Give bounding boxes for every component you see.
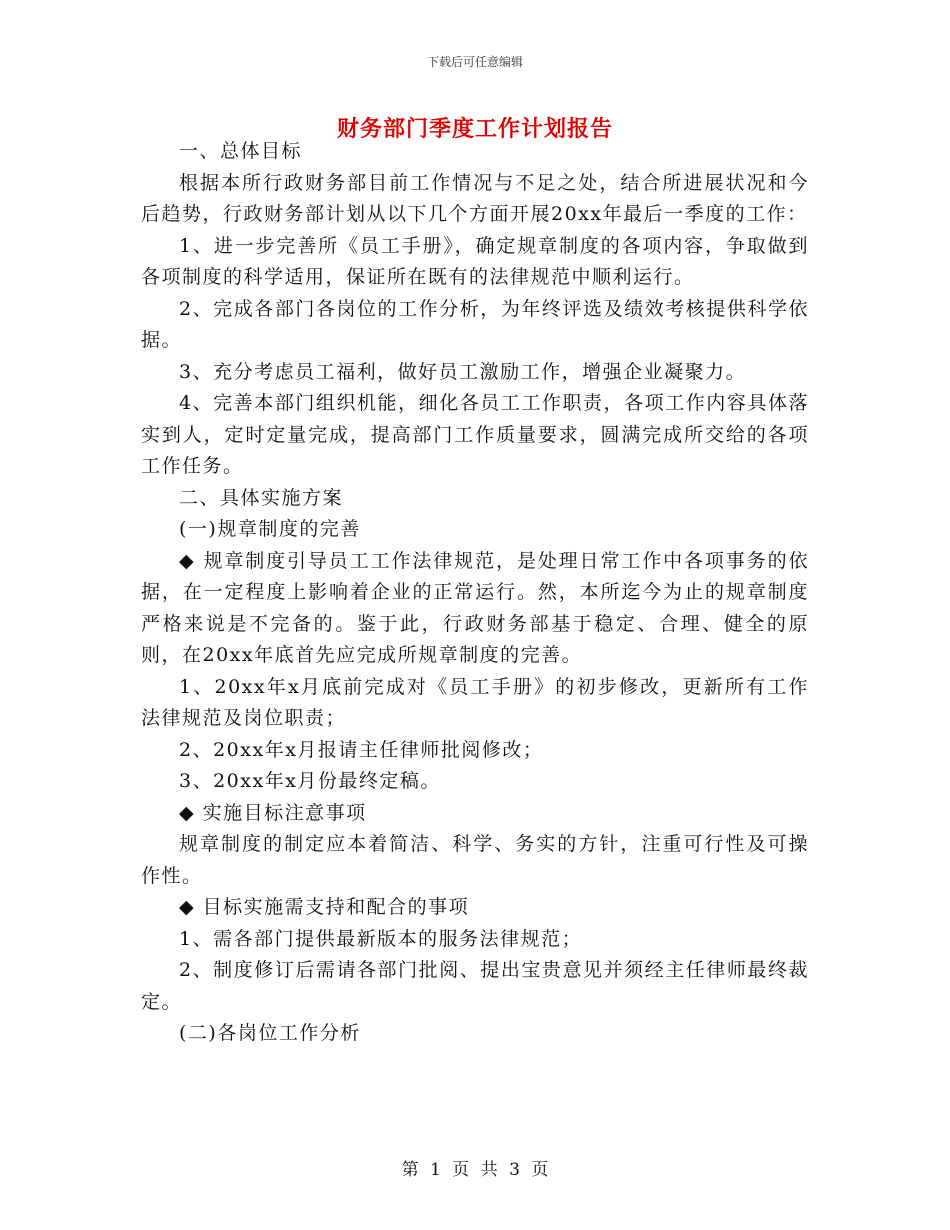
- bullet-heading: ◆ 目标实施需支持和配合的事项: [179, 896, 470, 918]
- subsection-heading: (二)各岗位工作分析: [179, 1022, 361, 1044]
- list-item: 3、充分考虑员工福利，做好员工激励工作，增强企业凝聚力。: [179, 360, 747, 383]
- list-item: 2、20xx年x月报请主任律师批阅修改；: [179, 738, 544, 761]
- section-heading-1: 一、总体目标: [179, 140, 303, 162]
- bullet-heading: ◆ 实施目标注意事项: [179, 801, 367, 824]
- document-body: [141, 136, 809, 1050]
- list-item: 1、20xx年x月底前完成对《员工手册》的初步修改，更新所有工作法律规范及岗位职责；: [141, 675, 809, 729]
- paragraph: 根据本所行政财务部目前工作情况与不足之处，结合所进展状况和今后趋势，行政财务部计划从以下几个方面开展20xx年最后一季度的工作：: [141, 171, 809, 225]
- subsection-heading: (一)规章制度的完善: [179, 518, 361, 540]
- list-item: 4、完善本部门组织机能，细化各员工工作职责，各项工作内容具体落实到人，定时定量完成，提高部门工作质量要求，圆满完成所交给的各项工作任务。: [141, 392, 809, 477]
- list-item: 2、制度修订后需请各部门批阅、提出宝贵意见并须经主任律师最终裁定。: [141, 959, 809, 1013]
- list-item: 2、完成各部门各岗位的工作分析，为年终评选及绩效考核提供科学依据。: [141, 297, 809, 351]
- list-item: 3、20xx年x月份最终定稿。: [179, 770, 441, 792]
- bullet-paragraph: ◆ 规章制度引导员工工作法律规范，是处理日常工作中各项事务的依据，在一定程度上影响着企业的正常运行。然，本所迄今为止的规章制度严格来说是不完备的。鉴于此，行政财务部基于稳定、合理、健全的原则，在20xx年底首先应完成所规章制度的完善。: [141, 549, 809, 666]
- list-item: 1、进一步完善所《员工手册》，确定规章制度的各项内容，争取做到各项制度的科学适用，保证所在既有的法律规范中顺利运行。: [141, 234, 809, 288]
- paragraph: 规章制度的制定应本着简洁、科学、务实的方针，注重可行性及可操作性。: [141, 833, 809, 887]
- list-item: 1、需各部门提供最新版本的服务法律规范；: [179, 927, 583, 950]
- page-number-footer: 第 1 页 共 3 页: [401, 1160, 549, 1180]
- document-title: 财务部门季度工作计划报告: [336, 116, 613, 142]
- page-header-note: 下载后可任意编辑: [426, 55, 523, 69]
- section-heading-2: 二、具体实施方案: [179, 486, 344, 509]
